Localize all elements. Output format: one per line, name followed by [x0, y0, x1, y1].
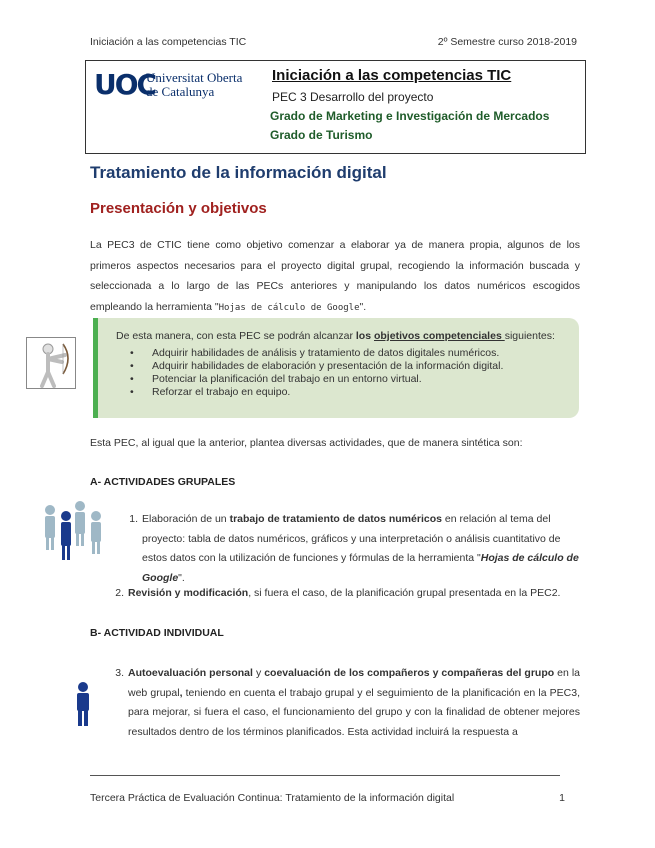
group-people-icon — [40, 500, 106, 564]
uoc-logo-mark: UOC — [94, 68, 156, 101]
footer-text: Tercera Práctica de Evaluación Continua: Tratamiento de la información digital — [90, 792, 455, 804]
section-b-heading: B- ACTIVIDAD INDIVIDUAL — [90, 627, 224, 639]
tool-name: Hojas de cálculo de Google — [218, 302, 360, 313]
degree-marketing: Grado de Marketing e Investigación de Mercados — [270, 109, 550, 123]
section-a-heading: A- ACTIVIDADES GRUPALES — [90, 476, 236, 488]
intro-paragraph — [90, 235, 580, 318]
page-footer — [90, 792, 565, 804]
header-course: Iniciación a las competencias TIC — [90, 36, 247, 48]
header-semester: 2º Semestre curso 2018-2019 — [437, 36, 577, 48]
list-item: • Potenciar la planificación del trabajo en un entorno virtual. — [116, 373, 565, 386]
activity-item-2: 2. Revisión y modificación, si fuera el caso, de la planificación grupal presentada en la PEC2. — [128, 584, 580, 604]
logo-line-1: Universitat Oberta — [146, 70, 243, 85]
list-item: • Reforzar el trabajo en equipo. — [116, 386, 565, 399]
intro-text: La PEC3 de CTIC tiene como objetivo comenzar a elaborar ya de manera propia, algunos de los primeros aspectos necesarios para el proyecto digital grupal, recogiendo la información buscada y seleccionada a lo largo de las PECs anteriores y manipulando los datos numéricos escogidos empleando la herramienta " — [90, 239, 580, 313]
activity-item-3: 3. Autoevaluación personal y coevaluación de los compañeros y compañeras del grupo en la web grupal, teniendo en cuenta el trabajo grupal y el seguimiento de la planificación en la PEC3, para mejorar, si fuera el caso, el funcionamiento del grupo y con la finalidad de obtener mejores resultados dentro de los términos planificados. Esta actividad incluirá la respuesta a — [128, 664, 580, 742]
archer-figure-icon — [26, 337, 76, 389]
activities-intro: Esta PEC, al igual que la anterior, plantea diversas actividades, que de manera sintética son: — [90, 437, 523, 449]
list-item: • Adquirir habilidades de elaboración y presentación de la información digital. — [116, 360, 565, 373]
item-number: 1. — [129, 513, 138, 525]
page-number: 1 — [559, 792, 565, 804]
logo-line-2: de Catalunya — [146, 84, 215, 99]
title-box — [85, 60, 586, 154]
uoc-logo — [94, 67, 264, 111]
person-icon — [72, 682, 94, 726]
item-number: 3. — [115, 667, 124, 679]
section-heading: Presentación y objetivos — [90, 200, 267, 217]
list-item: • Adquirir habilidades de análisis y tratamiento de datos digitales numéricos. — [116, 347, 565, 360]
activity-item-1: 1. Elaboración de un trabajo de tratamiento de datos numéricos en relación al tema del proyecto: tabla de datos numéricos, gráficos y una interpretación o análisis cuantitativo de estos datos con la utilización de funciones y fórmulas de la herramienta "Hojas de cálculo de Google". — [142, 510, 580, 588]
intro-end: ". — [359, 300, 367, 313]
objectives-lead: De esta manera, con esta PEC se podrán alcanzar los objetivos competenciales siguientes: — [116, 330, 555, 342]
uoc-logo-text — [146, 71, 242, 99]
footer-divider — [90, 775, 560, 776]
course-title: Iniciación a las competencias TIC — [272, 67, 512, 84]
page-header — [90, 36, 577, 48]
degree-tourism: Grado de Turismo — [270, 128, 373, 142]
page-title: Tratamiento de la información digital — [90, 163, 387, 182]
item-number: 2. — [115, 587, 124, 599]
pec-subtitle: PEC 3 Desarrollo del proyecto — [272, 90, 434, 104]
objectives-list — [116, 347, 565, 399]
objectives-keyword: objetivos competenciales — [373, 330, 505, 342]
objectives-box — [93, 318, 579, 418]
